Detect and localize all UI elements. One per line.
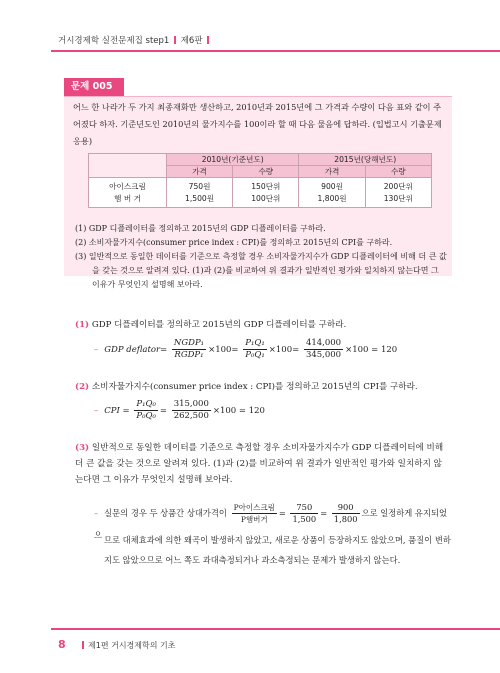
formula-lhs: GDP deflator= [104, 345, 168, 355]
cell-value: 750원 [188, 181, 211, 191]
denominator: P₀Q₁ [245, 350, 265, 360]
denominator: 345,000 [305, 350, 342, 360]
question-item: (3) 일반적으로 동일한 데이터를 기준으로 측정할 경우 소비자물가지수가 GDP 디플레이터에 비해 더 큰 값을 갖는 것으로 알려져 있다. (1)과 (2)를 비교하여 위 결과가 일반적인 평가와 일치하지 않는다면 그 이유가 무엇인지 설명해 보아라. [75, 252, 447, 289]
answer-heading-1 [75, 317, 455, 333]
operator: ×100= [268, 345, 300, 355]
header-divider [174, 36, 176, 44]
col-header: 수량 [233, 166, 299, 178]
dash-marker: – [94, 345, 99, 355]
question-list [75, 222, 447, 292]
operator: = [320, 508, 328, 518]
footer-divider [82, 641, 84, 649]
table-cell [167, 178, 233, 208]
price-quantity-table [88, 153, 432, 208]
dash-marker: – [94, 406, 99, 416]
answer-heading-text: 소비자물가지수(consumer price index : CPI)를 정의하고 2015년의 CPI를 구하라. [89, 382, 418, 392]
operator: ×100= [208, 345, 239, 355]
fraction [304, 338, 343, 361]
cell-value: 200단위 [383, 181, 413, 191]
problem-intro: 어느 한 나라가 두 가지 최종재화만 생산하고, 2010년과 2015년에 그 가격과 수량이 다음 표와 같이 주어졌다 하자. 기준년도인 2010년의 물가지수를 100이라 할 때 다음 물음에 답하라. (입법고시 기출문제 응용) [73, 102, 442, 146]
answer-number: (2) [75, 382, 90, 392]
gdp-deflator-formula [94, 338, 397, 361]
question-item: (1) GDP 디플레이터를 정의하고 2015년의 GDP 디플레이터를 구하라. [75, 224, 326, 233]
fraction [232, 502, 277, 525]
answer-number: (3) [75, 443, 90, 453]
fraction [134, 399, 158, 422]
cell-value: 1,800원 [317, 193, 347, 203]
year-header-2010: 2010년(기준년도) [167, 154, 299, 166]
cell-value: 100단위 [251, 193, 281, 203]
col-header: 가격 [299, 166, 365, 178]
denominator: P₀Q₀ [136, 411, 156, 421]
answer-heading-2 [75, 379, 455, 395]
dash-marker: – [94, 508, 99, 518]
page-number: 8 [58, 638, 66, 651]
numerator: 750 [290, 502, 318, 514]
goods-cell [89, 178, 167, 208]
denominator: RGDP₁ [174, 350, 204, 360]
edition-label: 제6판 [180, 36, 203, 46]
fraction [290, 502, 318, 525]
goods-icecream: 아이스크림 [109, 181, 146, 191]
fraction [172, 338, 206, 361]
answer-3-continuation: 므로 대체효과에 의한 왜곡이 발생하지 않았고, 새로운 상품이 등장하지도 않았으며, 품질이 변하지도 않았으므로 어느 쪽도 과대측정되거나 과소측정되는 문제가 발생하지 않는다. [104, 535, 451, 565]
numerator: P₁Q₀ [136, 399, 156, 409]
fraction [243, 338, 267, 361]
year-header-2015: 2015년(당해년도) [299, 154, 432, 166]
table-cell [299, 178, 365, 208]
numerator: NGDP₁ [173, 338, 205, 348]
answer-heading-3 [75, 440, 450, 488]
denominator: 1,500 [292, 514, 317, 524]
operator: = [278, 508, 286, 518]
goods-hamburger: 햄 버 거 [114, 193, 141, 203]
answer-heading-text: GDP 디플레이터를 정의하고 2015년의 GDP 디플레이터를 구하라. [89, 320, 347, 330]
numerator: 900 [332, 502, 360, 514]
solution-lead: 실문의 경우 두 상품간 상대가격이 [104, 508, 227, 518]
table-cell [365, 178, 431, 208]
numerator: P아이스크림 [233, 503, 275, 512]
answer-heading-text: 일반적으로 동일한 데이터를 기준으로 측정할 경우 소비자물가지수가 GDP 디플레이터에 비해 더 큰 값을 갖는 것으로 알려져 있다. (1)과 (2)를 비교하여 위 결과가 일반적인 평가와 일치하지 않는다면 그 이유가 무엇인지 설명해 보아라. [75, 443, 444, 485]
cell-value: 130단위 [383, 193, 413, 203]
running-footer [82, 640, 175, 651]
table-cell [233, 178, 299, 208]
fraction [172, 399, 211, 422]
result: ×100 = 120 [345, 345, 398, 355]
col-header: 수량 [365, 166, 431, 178]
cpi-formula [94, 399, 265, 422]
numerator: 315,000 [173, 399, 209, 409]
cell-value: 150단위 [251, 181, 281, 191]
book-title: 거시경제학 실전문제집 step1 [58, 36, 170, 46]
answer-number: (1) [75, 320, 90, 330]
solution-tail: 으로 일정하게 유지되었으 [94, 508, 447, 540]
problem-tab: 문제 005 [64, 78, 124, 96]
fraction [332, 502, 360, 525]
col-header: 가격 [167, 166, 233, 178]
result: ×100 = 120 [212, 406, 265, 416]
denominator: 262,500 [173, 411, 209, 421]
question-item: (2) 소비자물가지수(consumer price index : CPI)를 정의하고 2015년의 CPI를 구하라. [75, 238, 393, 247]
part-title: 제1편 거시경제학의 기초 [88, 641, 176, 650]
denominator: P햄버거 [240, 515, 268, 524]
cell-value: 900원 [321, 181, 343, 191]
running-header [58, 34, 211, 46]
formula-lhs: CPI = [104, 406, 130, 416]
header-rule [51, 50, 500, 52]
table-corner [89, 154, 167, 178]
numerator: P₁Q₁ [245, 338, 265, 348]
cell-value: 1,500원 [185, 193, 215, 203]
operator: = [159, 406, 167, 416]
numerator: 414,000 [305, 338, 342, 348]
footer-rule [51, 628, 500, 630]
header-divider [207, 36, 209, 44]
denominator: 1,800 [333, 514, 358, 524]
